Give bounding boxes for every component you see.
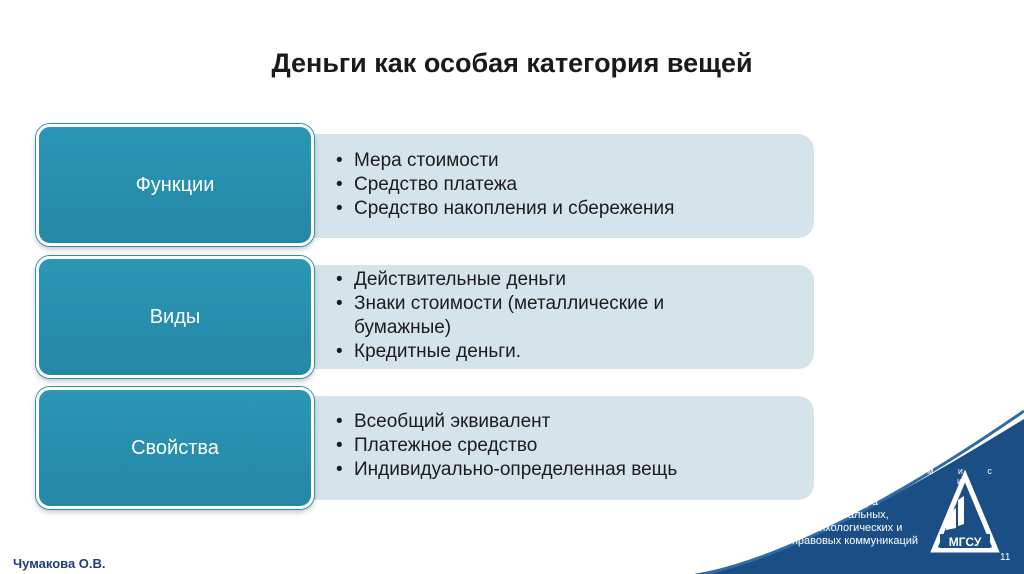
list-item: • Мера стоимости — [336, 149, 814, 173]
author-name: Чумакова О.В. — [13, 556, 106, 571]
category-label: Свойства — [131, 436, 219, 459]
category-box — [36, 124, 314, 246]
list-item: • Платежное средство — [336, 434, 814, 458]
info-panel — [276, 396, 814, 500]
item-list — [336, 268, 814, 364]
page-number: 11 — [1000, 552, 1011, 563]
list-item: • Знаки стоимости (металлические и бумажные) — [336, 292, 734, 340]
list-item: • Средство накопления и сбережения — [336, 197, 814, 221]
category-box — [36, 387, 314, 509]
info-panel — [276, 265, 814, 369]
list-item: • Кредитные деньги. — [336, 340, 814, 364]
item-list — [336, 410, 814, 482]
category-label: Функции — [135, 173, 215, 196]
list-item: • Действительные деньги — [336, 268, 814, 292]
category-label: Виды — [149, 305, 201, 328]
list-item: • Всеобщий эквивалент — [336, 410, 814, 434]
slide-title: Деньги как особая категория вещей — [271, 48, 753, 78]
list-item: • Средство платежа — [336, 173, 814, 197]
logo-bottom-text: МГСУ — [948, 535, 982, 549]
item-list — [336, 149, 814, 221]
logo-top-text: м и с и — [927, 466, 1003, 486]
department-text: Кафедра Социальных, психологических и правовых коммуникаций — [791, 496, 919, 547]
list-item: • Индивидуально-определенная вещь — [336, 458, 814, 482]
info-panel — [276, 134, 814, 238]
category-box — [36, 256, 314, 378]
university-logo-icon — [930, 462, 1000, 557]
